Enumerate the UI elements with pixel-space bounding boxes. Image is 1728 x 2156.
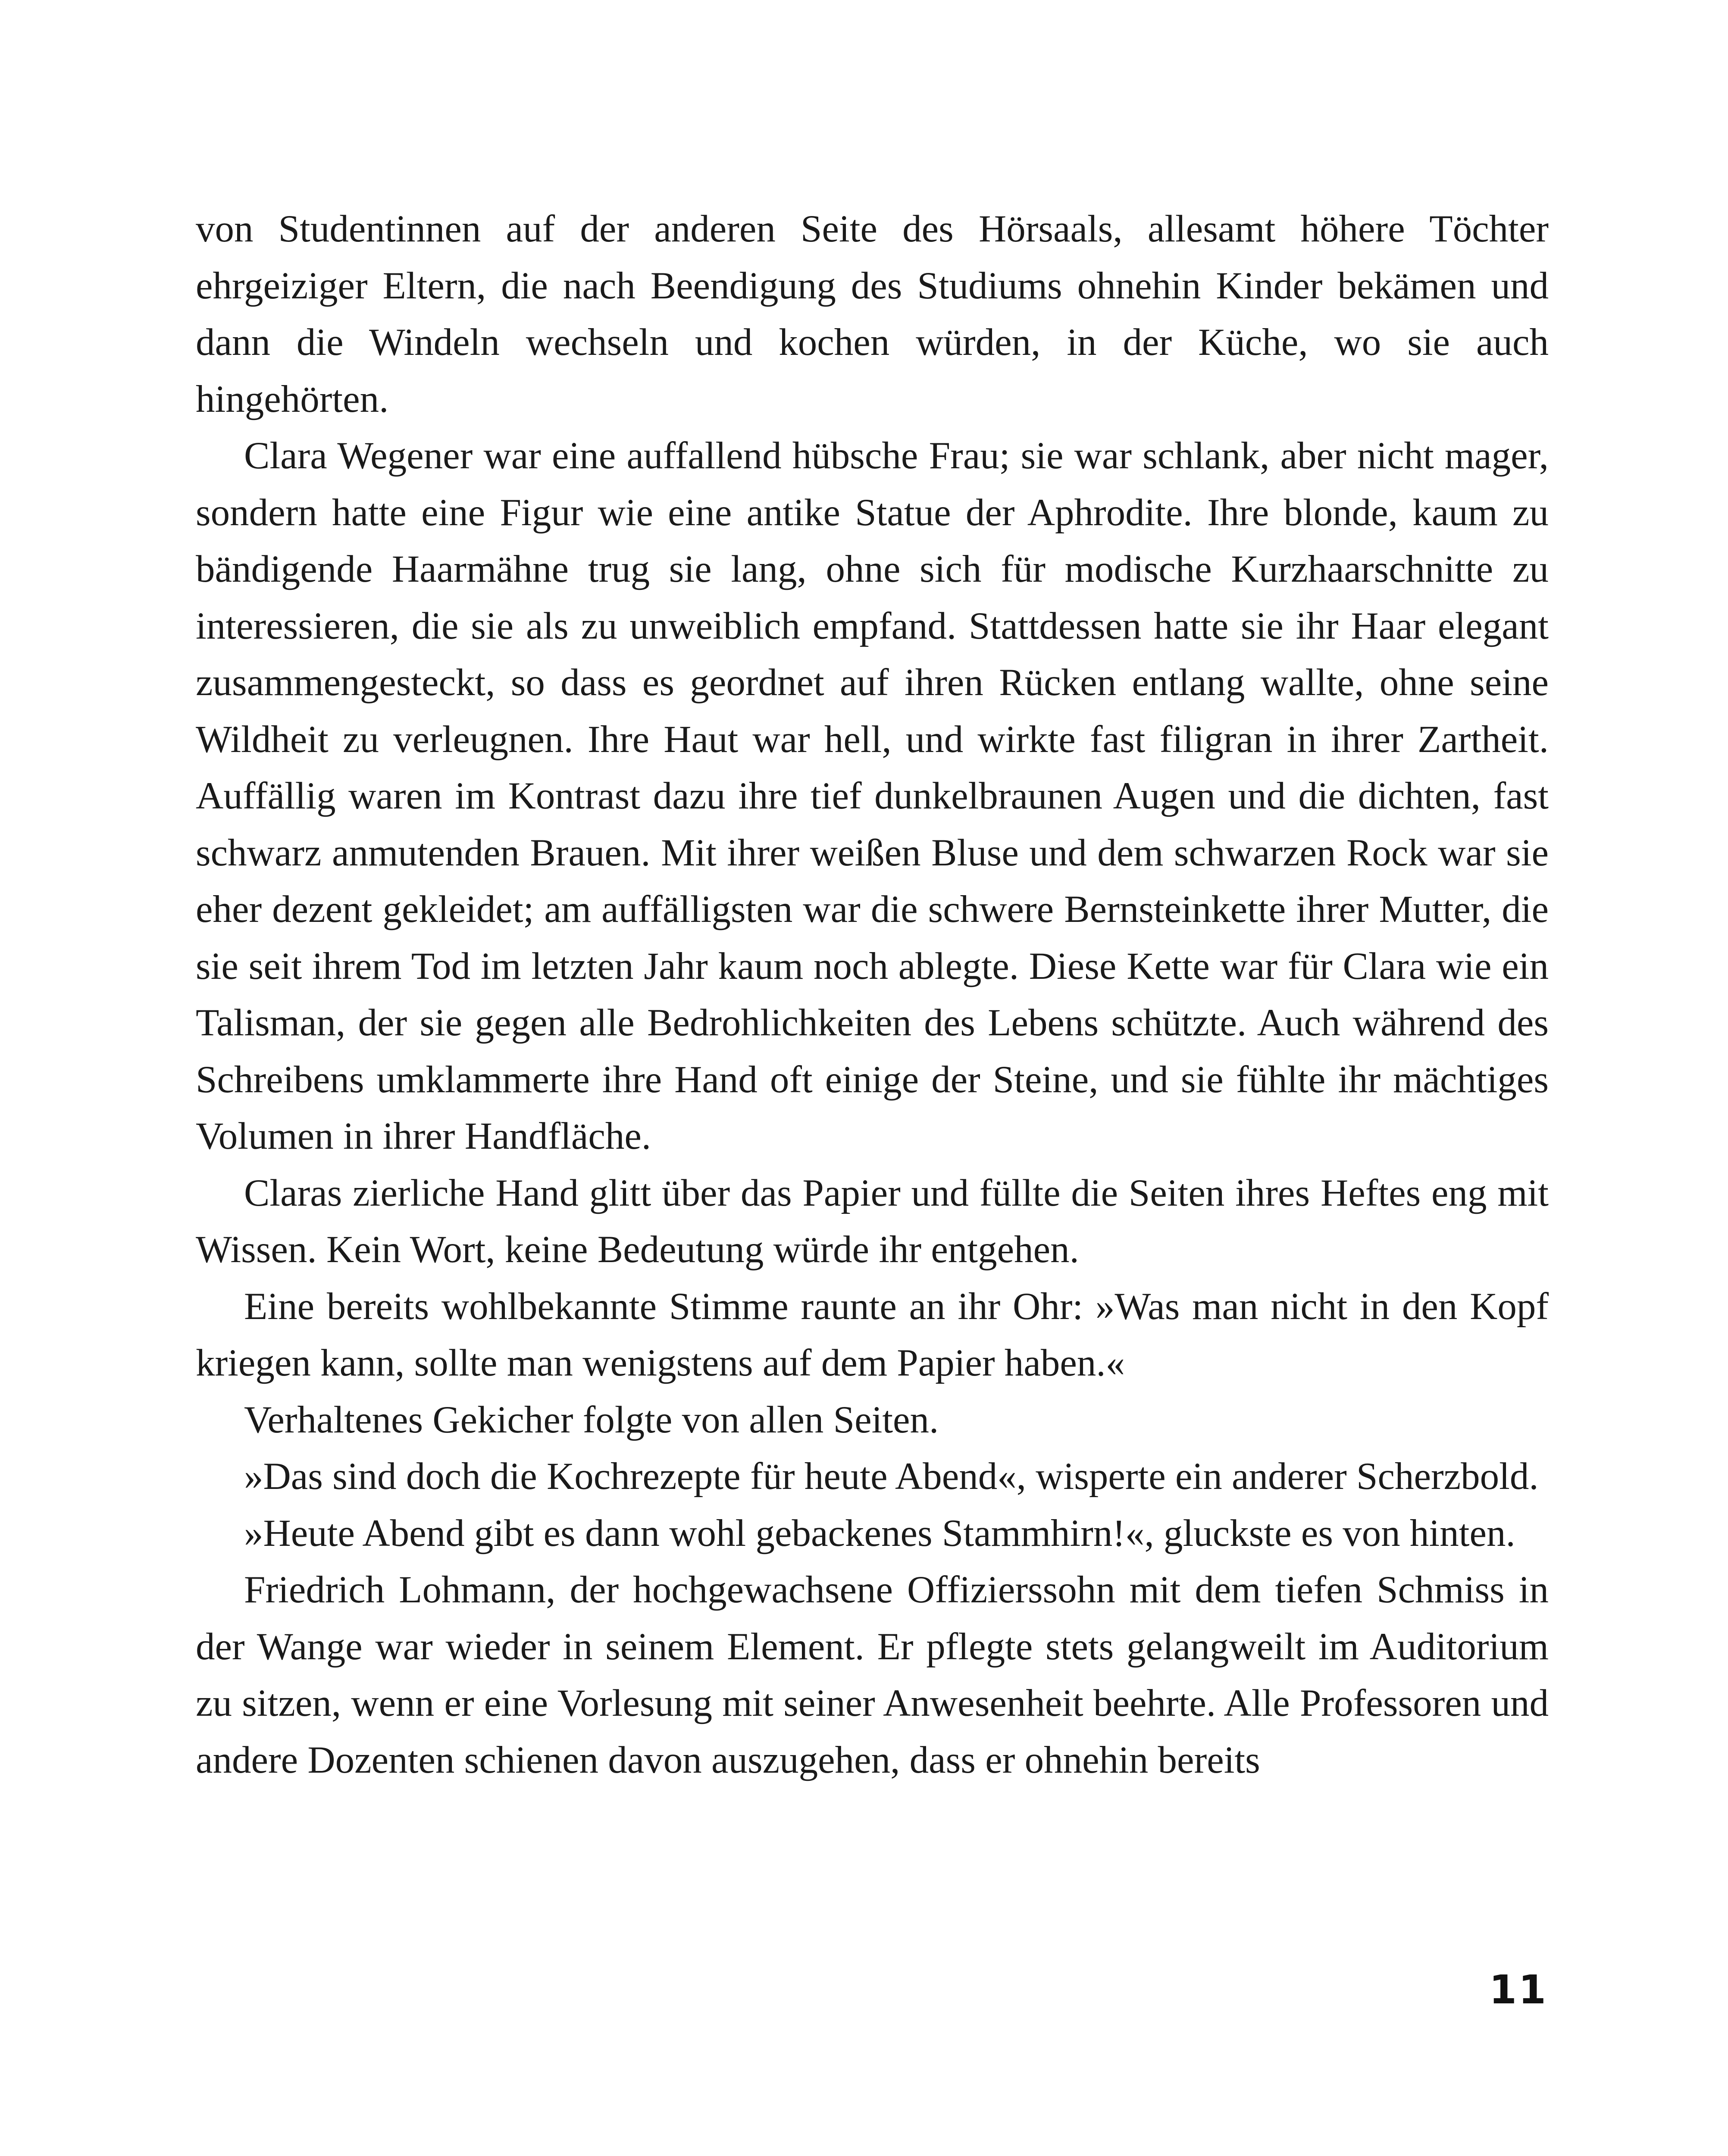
paragraph-8: Friedrich Lohmann, der hochgewachsene Offizierssohn mit dem tiefen Schmiss in der Wange war wieder in seinem Element. Er pflegte stets gelangweilt im Auditorium zu sitzen, wenn er eine Vorlesung mit seiner Anwesenheit beehrte. Alle Professoren und andere Dozenten schienen davon auszugehen, dass er ohnehin bereits bbox=[196, 1569, 1549, 1781]
paragraph-1: von Studentinnen auf der anderen Seite des Hörsaals, allesamt höhere Töchter ehrgeiziger Eltern, die nach Beendigung des Studiums ohnehin Kinder bekämen und dann die Windeln wechseln und kochen würden, in der Küche, wo sie auch hingehörten. bbox=[196, 208, 1549, 420]
paragraph-6: »Das sind doch die Kochrezepte für heute Abend«, wisperte ein anderer Scherzbold. bbox=[244, 1455, 1539, 1498]
paragraph-4: Eine bereits wohlbekannte Stimme raunte an ihr Ohr: »Was man nicht in den Kopf kriegen kann, sollte man wenigstens auf dem Papier haben.« bbox=[196, 1285, 1549, 1384]
paragraph-2: Clara Wegener war eine auffallend hübsche Frau; sie war schlank, aber nicht mager, sondern hatte eine Figur wie eine antike Statue der Aphrodite. Ihre blonde, kaum zu bändigende Haarmähne trug sie lang, ohne sich für modische Kurzhaarschnitte zu interessieren, die sie als zu unweiblich empfand. Stattdessen hatte sie ihr Haar elegant zusammengesteckt, so dass es geordnet auf ihren Rücken entlang wallte, ohne seine Wildheit zu verleugnen. Ihre Haut war hell, und wirkte fast filigran in ihrer Zartheit. Auffällig waren im Kontrast dazu ihre tief dunkelbraunen Augen und die dichten, fast schwarz anmutenden Brauen. Mit ihrer weißen Bluse und dem schwarzen Rock war sie eher dezent gekleidet; am auffälligsten war die schwere Bernsteinkette ihrer Mutter, die sie seit ihrem Tod im letzten Jahr kaum noch ablegte. Diese Kette war für Clara wie ein Talisman, der sie gegen alle Bedrohlichkeiten des Lebens schützte. Auch während des Schreibens umklammerte ihre Hand oft einige der Steine, und sie fühlte ihr mächtiges Volumen in ihrer Handfläche. bbox=[196, 435, 1549, 1157]
paragraph-7: »Heute Abend gibt es dann wohl gebackenes Stammhirn!«, gluckste es von hinten. bbox=[244, 1512, 1515, 1554]
paragraph-3: Claras zierliche Hand glitt über das Papier und füllte die Seiten ihres Heftes eng mit Wissen. Kein Wort, keine Bedeutung würde ihr entgehen. bbox=[196, 1172, 1549, 1271]
page-number: 11 bbox=[1489, 1967, 1548, 2013]
body-text bbox=[196, 201, 1549, 1789]
paragraph-5: Verhaltenes Gekicher folgte von allen Seiten. bbox=[244, 1398, 939, 1441]
